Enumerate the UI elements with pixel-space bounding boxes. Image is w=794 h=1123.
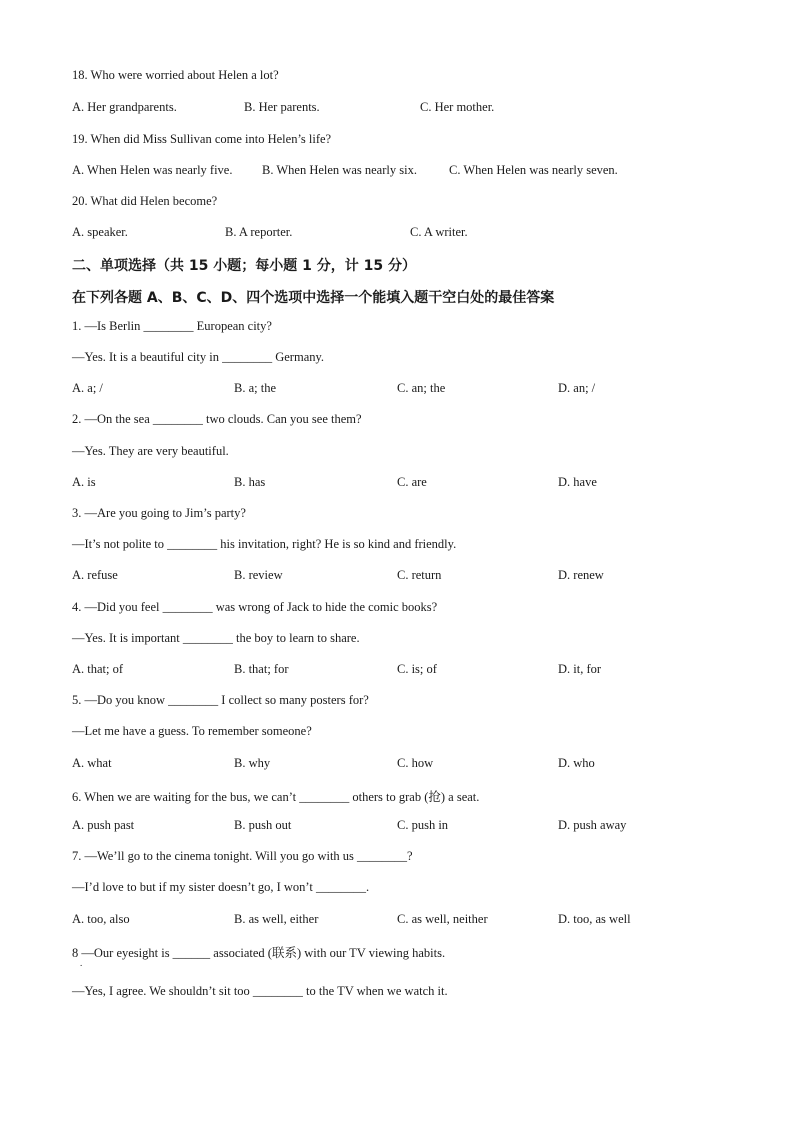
option-d: D. too, as well [558,912,631,926]
mc-question-7: 7. —We’ll go to the cinema tonight. Will you go with us ________? [72,849,413,863]
option-b: B. A reporter. [225,225,293,239]
option-b: B. Her parents. [244,100,320,114]
question-18: 18. Who were worried about Helen a lot? [72,68,279,82]
mc-question-4: 4. —Did you feel ________ was wrong of Jack to hide the comic books? [72,600,438,614]
option-a: A. refuse [72,568,118,582]
option-d: D. push away [558,818,627,832]
option-c: C. is; of [397,662,437,676]
section-title: 二、单项选择（共 15 小题；每小题 1 分，计 15 分） [72,258,416,274]
option-a: A. a; / [72,381,103,395]
mc-question-2-reply: —Yes. They are very beautiful. [72,444,229,458]
option-c: C. push in [397,818,449,832]
mc-question-5-reply: —Let me have a guess. To remember someone? [72,724,312,738]
mc-question-7-reply: —I’d love to but if my sister doesn’t go, I won’t ________. [72,880,370,894]
section-instruction: 在下列各题 A、B、C、D、四个选项中选择一个能填入题干空白处的最佳答案 [72,290,555,306]
option-a: A. Her grandparents. [72,100,177,114]
question-20: 20. What did Helen become? [72,194,218,208]
option-c: C. A writer. [410,225,468,239]
option-b: B. When Helen was nearly six. [262,163,417,177]
option-a: A. that; of [72,662,124,676]
option-c: C. an; the [397,381,446,395]
mc-question-1: 1. —Is Berlin ________ European city? [72,319,272,333]
option-d: D. who [558,756,595,770]
option-a: A. speaker. [72,225,128,239]
mc-question-6: 6. When we are waiting for the bus, we can’t ________ others to grab (抢) a seat. [72,790,480,804]
option-a: A. When Helen was nearly five. [72,163,233,177]
option-d: D. have [558,475,597,489]
mc-question-3: 3. —Are you going to Jim’s party? [72,506,246,520]
mc-question-1-reply: —Yes. It is a beautiful city in ________ Germany. [72,350,325,364]
option-d: D. an; / [558,381,596,395]
mc-question-3-reply: —It’s not polite to ________ his invitation, right? He is so kind and friendly. [72,537,457,551]
option-b: B. push out [234,818,292,832]
option-b: B. has [234,475,266,489]
mc-question-8-reply: —Yes, I agree. We shouldn’t sit too ________ to the TV when we watch it. [72,984,448,998]
option-c: C. as well, neither [397,912,488,926]
mc-question-2: 2. —On the sea ________ two clouds. Can you see them? [72,412,362,426]
option-b: B. that; for [234,662,289,676]
option-a: A. push past [72,818,135,832]
option-b: B. review [234,568,283,582]
mc-question-8: 8 —Our eyesight is ______ associated (联系) with our TV viewing habits. [72,946,446,960]
option-a: A. too, also [72,912,130,926]
option-a: A. what [72,756,112,770]
question-19: 19. When did Miss Sullivan come into Helen’s life? [72,132,332,146]
option-b: B. a; the [234,381,277,395]
option-b: B. as well, either [234,912,319,926]
option-b: B. why [234,756,271,770]
option-c: C. return [397,568,442,582]
mc-question-4-reply: —Yes. It is important ________ the boy to learn to share. [72,631,360,645]
option-d: D. renew [558,568,604,582]
option-c: C. are [397,475,427,489]
option-c: C. When Helen was nearly seven. [449,163,618,177]
option-a: A. is [72,475,96,489]
option-c: C. how [397,756,434,770]
stray-dot: . [80,958,83,968]
option-c: C. Her mother. [420,100,495,114]
option-d: D. it, for [558,662,602,676]
mc-question-5: 5. —Do you know ________ I collect so many posters for? [72,693,369,707]
